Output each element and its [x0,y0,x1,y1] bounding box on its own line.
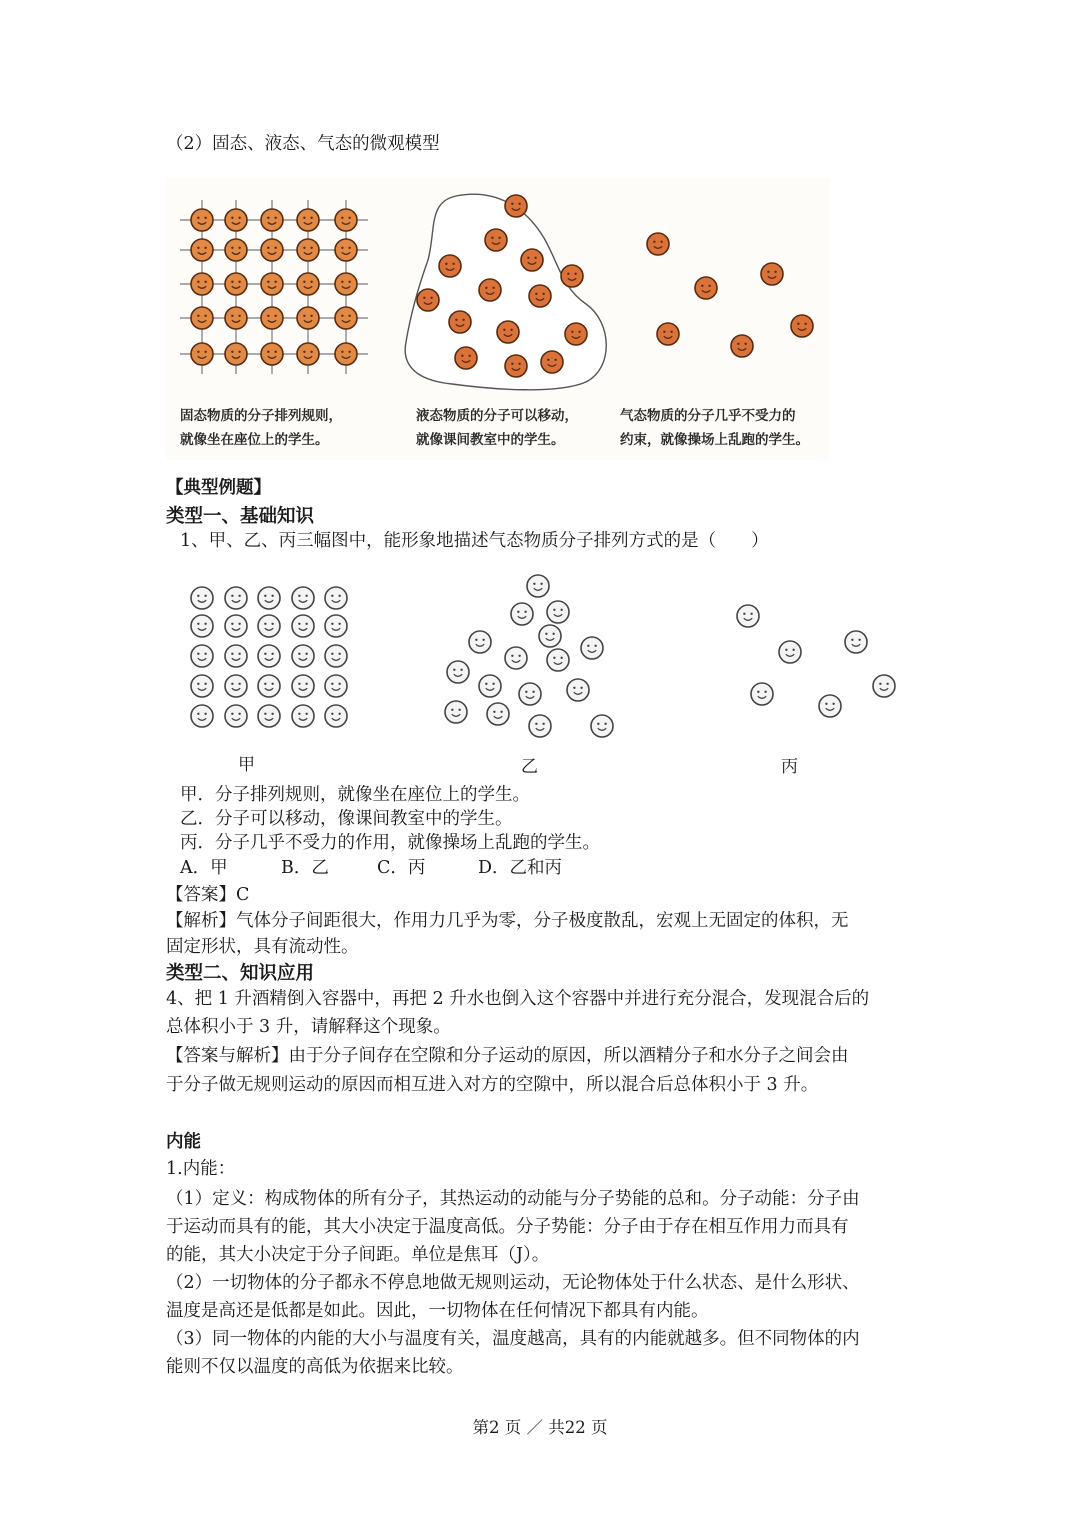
liquid-molecule-10 [541,351,563,373]
internal-energy-line-4: （2）一切物体的分子都永不停息地做无规则运动，无论物体处于什么状态、是什么形状、 [166,1273,860,1293]
question-1-figure [180,566,920,786]
liquid-molecule-2 [521,249,543,271]
solid-molecule-r0-c4 [335,209,357,231]
type-two-heading: 类型二、知识应用 [166,963,315,984]
section-example-heading: 【典型例题】 [166,478,271,498]
solid-molecule-r0-c1 [225,209,247,231]
yi-molecule-11 [567,679,589,701]
internal-energy-line-7: 能则不仅以温度的高低为依据来比较。 [166,1357,464,1377]
solid-molecule-r3-c3 [297,307,319,329]
liquid-molecule-11 [455,347,477,369]
bing-molecule-1 [845,631,867,653]
solid-molecule-r2-c1 [225,273,247,295]
solid-molecule-r4-c2 [261,343,283,365]
jia-molecule-r0-c4 [325,587,347,609]
option-d: D．乙和丙 [478,858,563,878]
solid-molecule-r4-c3 [297,343,319,365]
jia-molecule-r1-c0 [191,615,213,637]
solid-molecule-r2-c0 [191,273,213,295]
jia-molecule-r0-c1 [225,587,247,609]
solid-molecule-r3-c1 [225,307,247,329]
gas-molecule-3 [791,315,813,337]
question-4-stem-line-2: 总体积小于 3 升，请解释这个现象。 [166,1017,451,1037]
jia-molecule-r2-c2 [258,645,280,667]
states-of-matter-figure [166,178,830,460]
internal-energy-line-3: 的能，其大小决定于分子间距。单位是焦耳（J）。 [166,1245,550,1265]
yi-molecule-13 [487,703,509,725]
gas-molecule-5 [731,335,753,357]
liquid-molecule-13 [565,323,587,345]
bing-molecule-5 [819,695,841,717]
solid-molecule-r3-c4 [335,307,357,329]
jia-molecule-r2-c0 [191,645,213,667]
solid-molecule-r2-c3 [297,273,319,295]
liquid-molecule-0 [505,195,527,217]
liquid-caption-line-1: 液态物质的分子可以移动， [416,408,578,424]
solid-molecule-r2-c2 [261,273,283,295]
liquid-molecule-6 [497,321,519,343]
solid-molecule-r0-c0 [191,209,213,231]
gas-caption-line-1: 气态物质的分子几乎不受力的 [620,408,796,424]
yi-molecule-15 [591,715,613,737]
jia-molecule-r1-c4 [325,615,347,637]
jia-molecule-r2-c4 [325,645,347,667]
solid-caption-line-2: 就像坐在座位上的学生。 [180,432,329,448]
option-b: B．乙 [281,858,329,878]
jia-molecule-r1-c3 [292,615,314,637]
gas-caption-line-2: 约束，就像操场上乱跑的学生。 [620,432,809,448]
solid-molecule-r1-c0 [191,239,213,261]
solid-molecule-r0-c3 [297,209,319,231]
yi-molecule-6 [547,649,569,671]
statement-bing: 丙．分子几乎不受力的作用，就像操场上乱跑的学生。 [180,833,600,853]
jia-molecule-r4-c2 [258,705,280,727]
yi-molecule-14 [529,715,551,737]
statement-jia: 甲．分子排列规则，就像坐在座位上的学生。 [180,785,530,805]
jia-molecule-r0-c0 [191,587,213,609]
intro-heading: （2）固态、液态、气态的微观模型 [166,134,440,154]
internal-energy-line-2: 于运动而具有的能，其大小决定于温度高低。分子势能：分子由于存在相互作用力而具有 [166,1217,849,1237]
solid-caption-line-1: 固态物质的分子排列规则， [180,408,342,424]
solid-molecule-r1-c2 [261,239,283,261]
question-4-stem-line-1: 4、把 1 升酒精倒入容器中，再把 2 升水也倒入这个容器中并进行充分混合，发现混合后的 [166,989,870,1009]
figure-label-jia: 甲 [238,755,255,775]
jia-molecule-r4-c4 [325,705,347,727]
gas-molecule-4 [657,323,679,345]
page-footer: 第2 页 ／ 共22 页 [472,1418,608,1437]
liquid-molecule-5 [561,265,583,287]
figure-label-bing: 丙 [781,757,798,777]
liquid-molecule-9 [529,285,551,307]
internal-energy-subtitle: 1.内能： [166,1159,236,1179]
question-4-answer-line-2: 于分子做无规则运动的原因而相互进入对方的空隙中，所以混合后总体积小于 3 升。 [166,1075,819,1095]
type-one-heading: 类型一、基础知识 [166,506,315,527]
liquid-molecule-4 [479,279,501,301]
jia-molecule-r4-c3 [292,705,314,727]
figure-label-yi: 乙 [521,757,538,777]
yi-molecule-5 [505,647,527,669]
yi-molecule-8 [447,661,469,683]
yi-molecule-4 [469,631,491,653]
yi-molecule-3 [539,625,561,647]
jia-molecule-r3-c3 [292,675,314,697]
question-4-answer-line-1: 【答案与解析】由于分子间存在空隙和分子运动的原因，所以酒精分子和水分子之间会由 [166,1046,849,1066]
internal-energy-line-6: （3）同一物体的内能的大小与温度有关，温度越高，具有的内能就越多。但不同物体的内 [166,1329,860,1349]
jia-molecule-r2-c1 [225,645,247,667]
jia-molecule-r0-c3 [292,587,314,609]
jia-molecule-r4-c1 [225,705,247,727]
solid-molecule-r1-c4 [335,239,357,261]
yi-molecule-2 [547,601,569,623]
liquid-caption-line-2: 就像课间教室中的学生。 [416,432,565,448]
jia-molecule-r3-c1 [225,675,247,697]
jia-molecule-r1-c2 [258,615,280,637]
molecule-arrangement-diagrams [180,566,920,746]
option-c: C．丙 [377,858,426,878]
bing-molecule-0 [737,605,759,627]
option-a: A．甲 [180,858,228,878]
jia-molecule-r3-c4 [325,675,347,697]
liquid-molecule-7 [449,311,471,333]
jia-molecule-r3-c0 [191,675,213,697]
internal-energy-line-5: 温度是高还是低都是如此。因此，一切物体在任何情况下都具有内能。 [166,1301,709,1321]
question-1-answer: 【答案】C [166,885,250,905]
yi-molecule-10 [519,683,541,705]
solid-molecule-r1-c3 [297,239,319,261]
liquid-molecule-8 [417,289,439,311]
solid-molecule-r2-c4 [335,273,357,295]
jia-molecule-r2-c3 [292,645,314,667]
solid-molecule-r3-c2 [261,307,283,329]
question-1-analysis-line-1: 【解析】气体分子间距很大，作用力几乎为零，分子极度散乱，宏观上无固定的体积，无 [166,911,849,931]
liquid-molecule-1 [485,229,507,251]
gas-molecule-1 [761,263,783,285]
solid-molecule-r4-c1 [225,343,247,365]
jia-molecule-r4-c0 [191,705,213,727]
solid-molecule-r1-c1 [225,239,247,261]
solid-molecule-r4-c4 [335,343,357,365]
bing-molecule-3 [873,675,895,697]
jia-molecule-r1-c1 [225,615,247,637]
yi-molecule-9 [479,675,501,697]
gas-molecule-0 [647,233,669,255]
yi-molecule-0 [527,575,549,597]
statement-yi: 乙．分子可以移动，像课间教室中的学生。 [180,809,513,829]
question-1-stem: 1、甲、乙、丙三幅图中，能形象地描述气态物质分子排列方式的是（ ） [180,531,769,551]
bing-molecule-4 [751,683,773,705]
jia-molecule-r3-c2 [258,675,280,697]
internal-energy-title: 内能 [166,1132,201,1152]
solid-molecule-r0-c2 [261,209,283,231]
solid-molecule-r4-c0 [191,343,213,365]
liquid-molecule-12 [505,355,527,377]
jia-molecule-r0-c2 [258,587,280,609]
solid-molecule-r3-c0 [191,307,213,329]
yi-molecule-12 [445,701,467,723]
internal-energy-line-1: （1）定义：构成物体的所有分子，其热运动的动能与分子势能的总和。分子动能：分子由 [166,1189,860,1209]
yi-molecule-1 [511,603,533,625]
yi-molecule-7 [581,637,603,659]
gas-molecule-2 [695,277,717,299]
question-1-analysis-line-2: 固定形状，具有流动性。 [166,937,359,957]
bing-molecule-2 [779,641,801,663]
liquid-molecule-3 [439,255,461,277]
